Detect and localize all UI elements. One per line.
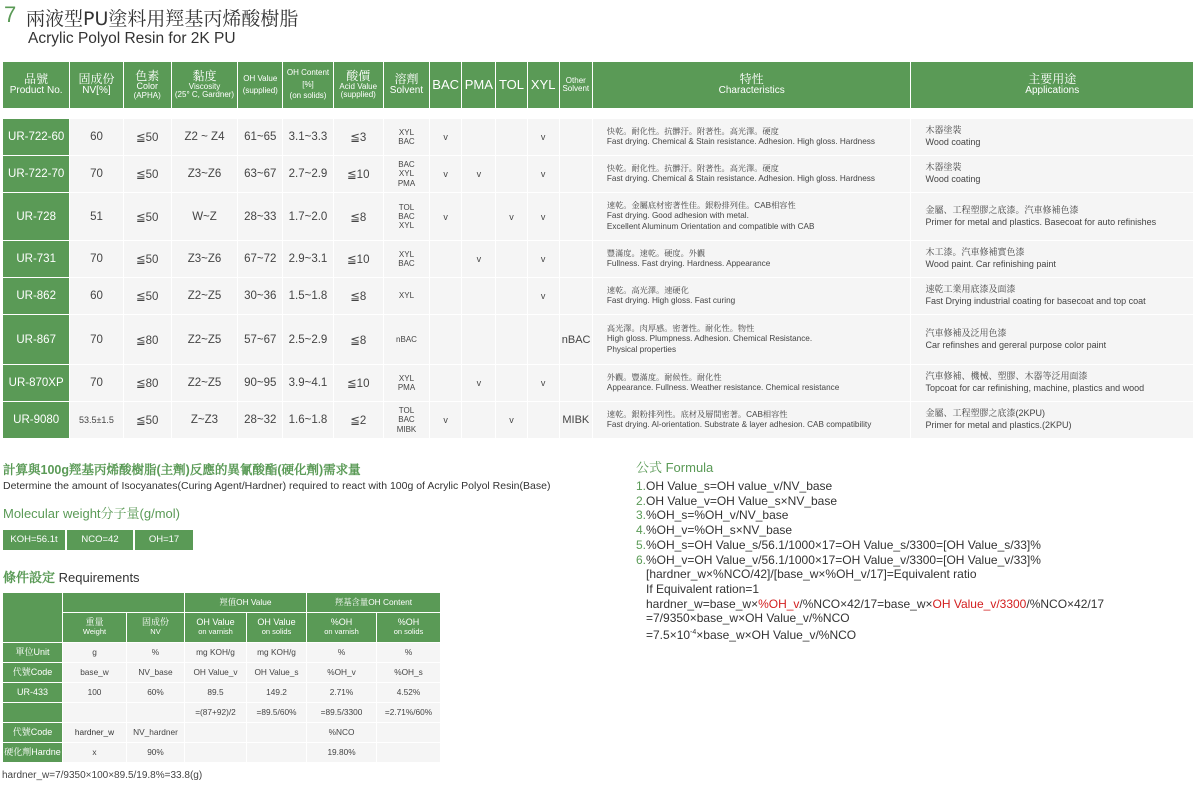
- applications-en: Topcoat for car refinishing, machine, plastics and wood: [925, 383, 1145, 393]
- characteristics: [592, 315, 911, 365]
- viscosity: Z2 ~ Z4: [171, 119, 237, 156]
- req-cell: =(87+92)/2: [185, 703, 247, 723]
- other-solvent: [559, 365, 592, 402]
- chip-nco: NCO=42: [67, 530, 133, 550]
- acid-value: ≦8: [333, 315, 383, 365]
- formula-section: [636, 460, 1104, 643]
- col-header-viscosity: 黏度 Viscosity (25° C, Gardner): [171, 62, 237, 109]
- solvent-item: XYL: [398, 373, 415, 383]
- mark-tol: [496, 315, 527, 365]
- mw-chips: [3, 530, 193, 550]
- mark-xyl: v: [527, 365, 559, 402]
- color: ≦80: [123, 365, 171, 402]
- page-title-zh: 兩液型PU塗料用羥基丙烯酸樹脂: [26, 8, 299, 30]
- req-cell: 90%: [127, 743, 185, 763]
- req-cell: %OH_s: [377, 663, 441, 683]
- req-cell: =89.5/60%: [247, 703, 307, 723]
- color: ≦50: [123, 156, 171, 193]
- color: ≦50: [123, 119, 171, 156]
- req-row: [3, 643, 441, 663]
- characteristics-en: Fast drying. Al-orientation. Substrate & layer adhesion. CAB compatibility: [606, 420, 872, 429]
- acid-value: ≦2: [333, 402, 383, 439]
- applications-zh: 速乾工業用底漆及面漆: [925, 284, 1016, 295]
- product-no: UR-722-60: [3, 119, 70, 156]
- mark-xyl: [527, 402, 559, 439]
- req-sub-ohc-varnish: %OH on varnish: [307, 613, 377, 643]
- col-header-xyl: XYL: [527, 62, 559, 109]
- oh-value: 57~67: [238, 315, 283, 365]
- req-cell: base_w: [63, 663, 127, 683]
- nv: 60: [70, 119, 123, 156]
- acid-value: ≦8: [333, 278, 383, 315]
- applications: [911, 402, 1194, 439]
- color: ≦50: [123, 193, 171, 241]
- color: ≦80: [123, 315, 171, 365]
- characteristics: [592, 278, 911, 315]
- req-cell: %: [377, 643, 441, 663]
- solvent-item: MIBK: [396, 424, 417, 434]
- req-cell: 2.71%: [307, 683, 377, 703]
- col-header-oh-value: OH Value (supplied): [238, 62, 283, 109]
- solvent: [383, 156, 429, 193]
- applications-zh: 木器塗裝: [925, 162, 962, 173]
- characteristics-en: Fast drying. Chemical & Stain resistance. Adhesion. High gloss. Hardness: [606, 137, 875, 146]
- other-solvent: [559, 241, 592, 278]
- solvent-item: XYL: [398, 169, 415, 179]
- mark-xyl: v: [527, 241, 559, 278]
- mark-pma: v: [462, 156, 496, 193]
- formula-line-3: 3.%OH_s=%OH_v/NV_base: [636, 508, 789, 523]
- characteristics-zh: 快乾。耐化性。抗髒汙。附著性。高光澤。硬度: [606, 163, 779, 173]
- applications: [911, 193, 1194, 241]
- table-row: [3, 241, 1194, 278]
- mark-tol: v: [496, 402, 527, 439]
- req-sub-ohc-solids: %OH on solids: [377, 613, 441, 643]
- mark-pma: [462, 119, 496, 156]
- req-cell: [377, 723, 441, 743]
- req-row: [3, 683, 441, 703]
- req-cell: 4.52%: [377, 683, 441, 703]
- other-solvent: [559, 193, 592, 241]
- mark-bac: v: [430, 402, 462, 439]
- req-cell: [127, 703, 185, 723]
- formula-line-8: If Equivalent ration=1: [646, 581, 760, 596]
- col-header-acid: 酸價 Acid Value (supplied): [333, 62, 383, 109]
- req-cell: =89.5/3300: [307, 703, 377, 723]
- mark-tol: [496, 156, 527, 193]
- mark-bac: v: [430, 193, 462, 241]
- applications-en: Primer for metal and plastics.(2KPU): [925, 420, 1072, 430]
- solvent: [383, 193, 429, 241]
- product-no: UR-731: [3, 241, 70, 278]
- req-cell: 100: [63, 683, 127, 703]
- req-cell: =2.71%/60%: [377, 703, 441, 723]
- mark-bac: [430, 365, 462, 402]
- mark-xyl: v: [527, 278, 559, 315]
- solvent: [383, 241, 429, 278]
- characteristics-zh: 快乾。耐化性。抗髒汙。附著性。高光澤。硬度: [606, 126, 779, 136]
- req-cell: x: [63, 743, 127, 763]
- mark-pma: v: [462, 241, 496, 278]
- mark-tol: v: [496, 193, 527, 241]
- viscosity: Z2~Z5: [171, 315, 237, 365]
- hardner-result: hardner_w=7/9350×100×89.5/19.8%=33.8(g): [2, 770, 203, 781]
- characteristics-zh: 速乾。銀粉排列性。底材及層間密著。CAB相容性: [606, 409, 788, 419]
- req-cell: g: [63, 643, 127, 663]
- solvent-item: BAC: [398, 160, 415, 170]
- col-header-pma: PMA: [462, 62, 496, 109]
- applications: [911, 241, 1194, 278]
- characteristics-en: Fast drying. Chemical & Stain resistance. Adhesion. High gloss. Hardness: [606, 174, 875, 183]
- viscosity: Z~Z3: [171, 402, 237, 439]
- table-row: [3, 402, 1194, 439]
- product-no: UR-9080: [3, 402, 70, 439]
- req-cell: OH Value_v: [185, 663, 247, 683]
- applications-zh: 木器塗裝: [925, 125, 962, 136]
- mark-bac: v: [430, 156, 462, 193]
- color: ≦50: [123, 241, 171, 278]
- mark-bac: v: [430, 119, 462, 156]
- col-header-product: 品號 Product No.: [3, 62, 70, 109]
- req-row: [3, 743, 441, 763]
- formula-line-5: 5.%OH_s=OH Value_s/56.1/1000×17=OH Value_s/3300=[OH Value_s/33]%: [636, 537, 1041, 552]
- applications-zh: 汽車修補、機械、塑膠、木器等泛用面漆: [925, 371, 1088, 382]
- table-row: [3, 156, 1194, 193]
- mark-xyl: [527, 315, 559, 365]
- applications-en: Wood paint. Car refinishing paint: [925, 259, 1056, 269]
- nv: 60: [70, 278, 123, 315]
- solvent-item: PMA: [397, 383, 416, 392]
- req-cell: mg KOH/g: [185, 643, 247, 663]
- oh-content: 1.6~1.8: [283, 402, 333, 439]
- solvent-item: nBAC: [396, 334, 417, 344]
- req-corner: [3, 593, 63, 643]
- characteristics-en: Fast drying. Good adhesion with metal.: [606, 211, 749, 221]
- characteristics: [592, 193, 911, 241]
- mw-title: Molecular weight分子量(g/mol): [3, 506, 180, 521]
- formula-line-2: 2.OH Value_v=OH Value_s×NV_base: [636, 493, 838, 508]
- req-cell: 60%: [127, 683, 185, 703]
- characteristics-en: Fast drying. High gloss. Fast curing: [606, 296, 736, 305]
- calc-title-zh: 計算與100g羥基丙烯酸樹脂(主劑)反應的異氰酸酯(硬化劑)需求量: [3, 463, 361, 477]
- applications-en: Car refinshes and gereral purpose color paint: [925, 339, 1107, 350]
- req-cell: %: [127, 643, 185, 663]
- characteristics: [592, 402, 911, 439]
- solvent-item: XYL: [398, 221, 415, 231]
- page-title-en: Acrylic Polyol Resin for 2K PU: [28, 30, 236, 47]
- req-cell: NV_hardner: [127, 723, 185, 743]
- mark-pma: [462, 315, 496, 365]
- applications-en: Wood coating: [925, 137, 981, 147]
- applications-zh: 金屬、工程塑膠之底漆(2KPU): [925, 408, 1045, 419]
- oh-content: 2.9~3.1: [283, 241, 333, 278]
- col-header-color: 色素 Color (APHA): [123, 62, 171, 109]
- other-solvent: MIBK: [559, 402, 592, 439]
- nv: 70: [70, 365, 123, 402]
- table-row: [3, 365, 1194, 402]
- req-cell: mg KOH/g: [247, 643, 307, 663]
- acid-value: ≦10: [333, 241, 383, 278]
- req-sub-header-row: [3, 613, 441, 643]
- solvent-item: XYL: [398, 127, 415, 137]
- req-cell: %OH_v: [307, 663, 377, 683]
- other-solvent: [559, 156, 592, 193]
- mark-pma: v: [462, 365, 496, 402]
- nv: 53.5±1.5: [70, 402, 123, 439]
- formula-line-1: 1.OH Value_s=OH value_v/NV_base: [636, 479, 833, 493]
- characteristics: [592, 119, 911, 156]
- req-cell: [247, 723, 307, 743]
- characteristics-zh: 高光澤。肉厚感。密著性。耐化性。物性: [606, 324, 755, 334]
- product-no: UR-862: [3, 278, 70, 315]
- characteristics: [592, 241, 911, 278]
- formula-line-7: [hardner_w×%NCO/42]/[base_w×%OH_v/17]=Equivalent ratio: [646, 567, 977, 582]
- oh-content: 2.7~2.9: [283, 156, 333, 193]
- solvent-item: BAC: [398, 211, 415, 221]
- characteristics-zh: 速乾。金屬底材密著性佳。銀粉排列佳。CAB相容性: [606, 201, 796, 211]
- formula-line-10: =7/9350×base_w×OH Value_v/%NCO: [646, 611, 850, 626]
- col-header-oh-content: OH Content [%] (on solids): [283, 62, 333, 109]
- viscosity: Z3~Z6: [171, 241, 237, 278]
- formula-line-4: 4.%OH_v=%OH_s×NV_base: [636, 523, 793, 538]
- applications: [911, 119, 1194, 156]
- mark-bac: [430, 315, 462, 365]
- applications-en: Wood coating: [925, 174, 981, 184]
- other-solvent: [559, 119, 592, 156]
- table-header-row: [3, 62, 1194, 109]
- req-cell: 89.5: [185, 683, 247, 703]
- acid-value: ≦10: [333, 156, 383, 193]
- solvent: [383, 402, 429, 439]
- mark-xyl: v: [527, 156, 559, 193]
- formula-line-9: hardner_w=base_w×%OH_v/%NCO×42/17=base_w×OH Value_v/3300/%NCO×42/17: [646, 596, 1105, 611]
- applications-en: Primer for metal and plastics. Basecoat for auto refinishes: [925, 216, 1157, 227]
- mark-tol: [496, 241, 527, 278]
- solvent-item: PMA: [397, 178, 416, 188]
- req-cell: [63, 703, 127, 723]
- req-cell: OH Value_s: [247, 663, 307, 683]
- chip-koh: KOH=56.1t: [3, 530, 65, 550]
- oh-content: 2.5~2.9: [283, 315, 333, 365]
- oh-content: 1.5~1.8: [283, 278, 333, 315]
- characteristics-en: Appearance. Fullness. Weather resistance. Chemical resistance: [606, 383, 840, 392]
- color: ≦50: [123, 402, 171, 439]
- characteristics-zh: 速乾。高光澤。速硬化: [606, 285, 689, 295]
- applications: [911, 278, 1194, 315]
- mark-bac: [430, 278, 462, 315]
- mark-pma: [462, 402, 496, 439]
- applications-zh: 金屬、工程塑膠之底漆。汽車修補色漆: [925, 204, 1079, 215]
- table-row: [3, 315, 1194, 365]
- acid-value: ≦10: [333, 365, 383, 402]
- req-sub-ohv-solids: OH Value on solids: [247, 613, 307, 643]
- req-row-label: [3, 703, 63, 723]
- col-header-solvent: 溶劑 Solvent: [383, 62, 429, 109]
- col-header-applications: 主要用途 Applications: [911, 62, 1194, 109]
- requirements-title-zh: 條件設定: [3, 570, 56, 585]
- solvent: [383, 315, 429, 365]
- mark-tol: [496, 278, 527, 315]
- oh-value: 30~36: [238, 278, 283, 315]
- other-solvent: nBAC: [559, 315, 592, 365]
- product-no: UR-722-70: [3, 156, 70, 193]
- acid-value: ≦8: [333, 193, 383, 241]
- nv: 70: [70, 156, 123, 193]
- applications-zh: 汽車修補及泛用色漆: [925, 327, 1007, 338]
- req-sub-ohv-varnish: OH Value on varnish: [185, 613, 247, 643]
- solvent-item: BAC: [398, 259, 415, 268]
- applications-zh: 木工漆。汽車修補實色漆: [925, 247, 1025, 258]
- solvent-item: BAC: [398, 415, 415, 425]
- req-row-label: 單位Unit: [3, 643, 63, 663]
- mark-tol: [496, 119, 527, 156]
- calc-section: [3, 460, 550, 492]
- mark-pma: [462, 193, 496, 241]
- req-group-row: [3, 593, 441, 613]
- applications-en: Fast Drying industrial coating for basecoat and top coat: [925, 296, 1146, 306]
- table-row: [3, 278, 1194, 315]
- req-row-label: 代號Code: [3, 663, 63, 683]
- color: ≦50: [123, 278, 171, 315]
- req-cell: %: [307, 643, 377, 663]
- oh-content: 1.7~2.0: [283, 193, 333, 241]
- req-sub-weight: 重量 Weight: [63, 613, 127, 643]
- mark-bac: [430, 241, 462, 278]
- mark-tol: [496, 365, 527, 402]
- solvent-item: XYL: [398, 291, 415, 301]
- mark-xyl: v: [527, 119, 559, 156]
- characteristics-zh: 豐滿度。速乾。硬度。外觀: [606, 248, 706, 258]
- oh-content: 3.1~3.3: [283, 119, 333, 156]
- characteristics: [592, 365, 911, 402]
- solvent: [383, 278, 429, 315]
- table-row: [3, 119, 1194, 156]
- characteristics-zh: 外觀。豐滿度。耐候性。耐化性: [606, 372, 722, 382]
- characteristics-en: Excellent Aluminum Orientation and compatible with CAB: [606, 221, 815, 231]
- mark-pma: [462, 278, 496, 315]
- product-no: UR-870XP: [3, 365, 70, 402]
- solvent-item: TOL: [398, 406, 415, 416]
- requirements-title-en: Requirements: [55, 570, 140, 585]
- oh-content: 3.9~4.1: [283, 365, 333, 402]
- viscosity: Z2~Z5: [171, 365, 237, 402]
- oh-value: 67~72: [238, 241, 283, 278]
- col-header-other: Other Solvent: [559, 62, 592, 109]
- product-no: UR-867: [3, 315, 70, 365]
- req-row: [3, 703, 441, 723]
- req-cell: [185, 743, 247, 763]
- req-group-blank: [63, 593, 185, 613]
- product-no: UR-728: [3, 193, 70, 241]
- col-header-nv: 固成份 NV[%]: [70, 62, 123, 109]
- solvent: [383, 119, 429, 156]
- req-group-oh-content: 羥基含量OH Content: [307, 593, 441, 613]
- solvent-item: XYL: [398, 249, 415, 259]
- formula-line-6: 6.%OH_v=OH Value_v/56.1/1000×17=OH Value_v/3300=[OH Value_v/33]%: [636, 552, 1041, 567]
- viscosity: W~Z: [171, 193, 237, 241]
- characteristics-en: Physical properties: [606, 344, 677, 354]
- req-group-oh-value: 羥值OH Value: [185, 593, 307, 613]
- oh-value: 90~95: [238, 365, 283, 402]
- mark-xyl: v: [527, 193, 559, 241]
- table-row: [3, 193, 1194, 241]
- characteristics-en: High gloss. Plumpness. Adhesion. Chemical Resistance.: [606, 334, 813, 344]
- oh-value: 28~32: [238, 402, 283, 439]
- formula-line-11: $=7.5\times 10^{-4}\times base\_w\times OH$ Value_v/%NCO: [646, 628, 857, 643]
- req-row: [3, 663, 441, 683]
- req-cell: %NCO: [307, 723, 377, 743]
- req-sub-nv: 固成份 NV: [127, 613, 185, 643]
- nv: 70: [70, 315, 123, 365]
- applications: [911, 315, 1194, 365]
- formula-title: 公式 Formula: [636, 460, 714, 475]
- req-cell: [377, 743, 441, 763]
- oh-value: 28~33: [238, 193, 283, 241]
- req-row-label: 代號Code: [3, 723, 63, 743]
- col-header-tol: TOL: [496, 62, 527, 109]
- req-cell: [185, 723, 247, 743]
- req-cell: 19.80%: [307, 743, 377, 763]
- req-cell: hardner_w: [63, 723, 127, 743]
- col-header-bac: BAC: [430, 62, 462, 109]
- chip-oh: OH=17: [135, 530, 193, 550]
- req-cell: [247, 743, 307, 763]
- applications: [911, 156, 1194, 193]
- req-cell: NV_base: [127, 663, 185, 683]
- other-solvent: [559, 278, 592, 315]
- req-row-label: 硬化劑Hardne: [3, 743, 63, 763]
- acid-value: ≦3: [333, 119, 383, 156]
- req-row: [3, 723, 441, 743]
- oh-value: 61~65: [238, 119, 283, 156]
- requirements-table: [2, 592, 441, 763]
- viscosity: Z3~Z6: [171, 156, 237, 193]
- solvent-item: TOL: [398, 202, 415, 212]
- characteristics: [592, 156, 911, 193]
- oh-value: 63~67: [238, 156, 283, 193]
- col-header-characteristics: 特性 Characteristics: [592, 62, 911, 109]
- viscosity: Z2~Z5: [171, 278, 237, 315]
- nv: 70: [70, 241, 123, 278]
- req-row-label: UR-433: [3, 683, 63, 703]
- requirements-title: [3, 567, 140, 586]
- solvent: [383, 365, 429, 402]
- solvent-item: BAC: [398, 137, 415, 146]
- calc-title-en: Determine the amount of Isocyanates(Curing Agent/Hardner) required to react with 100g of Acrylic Polyol Resin(Base): [3, 480, 551, 492]
- nv: 51: [70, 193, 123, 241]
- product-table: [2, 61, 1194, 439]
- applications: [911, 365, 1194, 402]
- req-cell: 149.2: [247, 683, 307, 703]
- section-number: 7: [4, 2, 17, 27]
- characteristics-en: Fullness. Fast drying. Hardness. Appearance: [606, 259, 771, 268]
